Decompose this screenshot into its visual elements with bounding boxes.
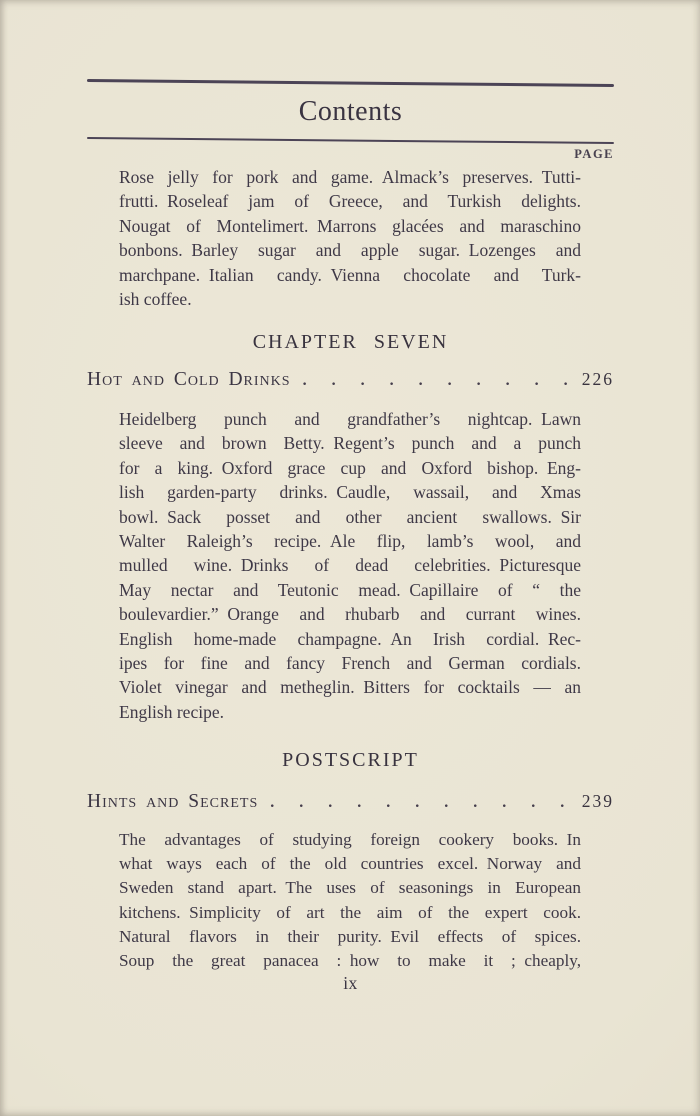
entry-page-number: 239 bbox=[581, 791, 614, 811]
postscript-heading: POSTSCRIPT bbox=[282, 749, 419, 771]
folio-page-number: ix bbox=[343, 973, 358, 993]
text-line: May nectar and Teutonic mead. Capillaire of “ the bbox=[119, 579, 581, 600]
text-line: mulled wine. Drinks of dead celebrities. Picturesque bbox=[119, 555, 581, 576]
text-line: Sweden stand apart. The uses of seasonings in European bbox=[119, 878, 581, 898]
text-line: Violet vinegar and metheglin. Bitters for cocktails — an bbox=[119, 677, 581, 698]
text-line: frutti. Roseleaf jam of Greece, and Turkish delights. bbox=[119, 191, 581, 212]
text-line: Rose jelly for pork and game. Almack’s preserves. Tutti- bbox=[119, 167, 581, 187]
page-column-label: PAGE bbox=[574, 147, 614, 161]
text-line: bowl. Sack posset and other ancient swallows. Sir bbox=[119, 506, 581, 527]
text-line: kitchens. Simplicity of art the aim of the expert cook. bbox=[119, 902, 581, 922]
text-line: English recipe. bbox=[119, 701, 224, 722]
entry-page-number: 226 bbox=[581, 369, 614, 389]
dot-leader: . . . . . . . . . . bbox=[302, 372, 568, 389]
postscript-summary bbox=[119, 828, 581, 973]
top-rule bbox=[87, 79, 614, 87]
chapter-six-summary bbox=[119, 165, 581, 311]
entry-title: Hints and Secrets bbox=[87, 791, 259, 812]
text-line: ish coffee. bbox=[119, 289, 192, 310]
chapter-seven-summary bbox=[119, 407, 581, 724]
text-line: Natural flavors in their purity. Evil effects of spices. bbox=[119, 926, 581, 946]
chapter-seven-heading: CHAPTER SEVEN bbox=[252, 331, 449, 353]
toc-entry-hints-and-secrets bbox=[87, 791, 614, 813]
title-underline-rule bbox=[87, 137, 614, 144]
text-line: Heidelberg punch and grandfather’s nightcap. Lawn bbox=[119, 409, 581, 429]
dot-leader: . . . . . . . . . . . bbox=[270, 794, 565, 811]
text-line: Nougat of Montelimert. Marrons glacées and maraschino bbox=[119, 215, 581, 236]
text-line: ipes for fine and fancy French and German cordials. bbox=[119, 653, 581, 674]
text-line: Soup the great panacea : how to make it ; cheaply, bbox=[119, 951, 581, 971]
text-line: for a king. Oxford grace cup and Oxford bishop. Eng- bbox=[119, 457, 581, 478]
text-line: The advantages of studying foreign cookery books. In bbox=[119, 830, 581, 849]
text-line: English home-made champagne. An Irish cordial. Rec- bbox=[119, 628, 581, 649]
text-line: marchpane. Italian candy. Vienna chocolate and Turk- bbox=[119, 264, 581, 285]
text-line: bonbons. Barley sugar and apple sugar. Lozenges and bbox=[119, 240, 581, 261]
text-line: what ways each of the old countries excel. Norway and bbox=[119, 854, 581, 874]
text-line: lish garden-party drinks. Caudle, wassail, and Xmas bbox=[119, 482, 581, 503]
text-line: sleeve and brown Betty. Regent’s punch and a punch bbox=[119, 433, 581, 454]
text-line: Walter Raleigh’s recipe. Ale flip, lamb’s wool, and bbox=[119, 531, 581, 552]
entry-title: Hot and Cold Drinks bbox=[87, 369, 291, 390]
toc-entry-hot-and-cold-drinks bbox=[87, 369, 614, 391]
page-title: Contents bbox=[298, 96, 403, 127]
text-line: boulevardier.” Orange and rhubarb and currant wines. bbox=[119, 604, 581, 625]
